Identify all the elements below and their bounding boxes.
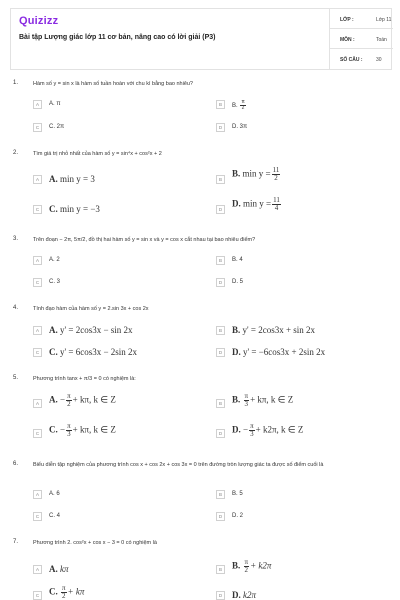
option-prefix: C. (49, 347, 58, 357)
question-number: 6. (13, 461, 19, 467)
option-letter-box: D (216, 348, 225, 357)
option-letter-box: D (216, 123, 225, 132)
option-prefix: B. (232, 394, 241, 405)
question-number: 2. (13, 150, 19, 156)
fraction: $\frac{\pi}{3}$ (67, 422, 71, 438)
document-title: Bài tập Lượng giác lớp 11 cơ bản, nâng cao có lời giải (P3) (19, 34, 216, 41)
option-value: min y = −3 (60, 204, 100, 214)
meta-row-count (330, 49, 393, 69)
option-letter-box: A (33, 326, 42, 335)
option-value: y' = 2cos3x − sin 2x (60, 325, 133, 335)
option-value: A. 2 (49, 257, 60, 263)
option-letter-box: A (33, 490, 42, 499)
option-value: D. 2 (232, 513, 244, 519)
option-letter-box: B (216, 175, 225, 184)
option-value: D. 5 (232, 279, 244, 285)
option-value: min y = 3 (60, 174, 95, 184)
meta-value: Lớp 11 (376, 17, 392, 23)
meta-value: 30 (376, 57, 382, 63)
fraction: $\frac{\pi}{2}$ (241, 99, 245, 111)
option-value: B. 4 (232, 257, 243, 263)
option-letter-box: A (33, 399, 42, 408)
option-prefix: B. (232, 325, 241, 335)
meta-label: MÔN : (340, 37, 355, 43)
fraction: $\frac{\pi}{2}$ (62, 584, 66, 600)
option-value: min y = (243, 198, 272, 209)
option-prefix: A. (49, 325, 58, 335)
option-letter-box: B (216, 490, 225, 499)
option-prefix: B. (232, 103, 238, 110)
question-number: 1. (13, 80, 19, 86)
question-text: Phương trình 2. cos²x + cos x − 3 = 0 có nghiệm là (33, 540, 157, 546)
meta-table (329, 9, 392, 69)
option-letter-box: A (33, 175, 42, 184)
question-number: 4. (13, 305, 19, 311)
option-prefix: A. (49, 394, 58, 405)
meta-row-class (330, 9, 393, 29)
meta-label: SỐ CÂU : (340, 57, 363, 63)
option-value: C. 3 (49, 279, 61, 285)
option-value: + kπ, k ∈ Z (72, 424, 116, 435)
option-value: 3π (239, 124, 248, 130)
option-letter-box: B (216, 399, 225, 408)
option-letter-box: C (33, 591, 42, 600)
option-prefix: C. (49, 586, 58, 597)
option-letter-box: D (216, 591, 225, 600)
option-letter-box: B (216, 565, 225, 574)
option-value: A. 6 (49, 491, 60, 497)
option-letter-box: C (33, 348, 42, 357)
option-letter-box: B (216, 256, 225, 265)
fraction: $\frac{11}{4}$ (273, 196, 280, 212)
option-prefix: A. (49, 101, 55, 107)
option-prefix: D. (232, 198, 241, 209)
option-letter-box: B (216, 100, 225, 109)
option-value: π (56, 101, 61, 107)
question-number: 3. (13, 236, 19, 242)
option-value: + k2π, k ∈ Z (255, 424, 304, 435)
fraction: $\frac{\pi}{2}$ (244, 558, 249, 574)
option-prefix: D. (232, 347, 241, 357)
option-letter-box: C (33, 278, 42, 287)
option-letter-box: A (33, 565, 42, 574)
option-value: y' = 2cos3x + sin 2x (242, 325, 316, 335)
option-value: y' = 6cos3x − 2sin 2x (60, 347, 138, 357)
option-prefix: A. (49, 174, 58, 184)
option-prefix: A. (49, 564, 58, 574)
question-text: Hàm số y = sin x là hàm số tuần hoàn với chu kì bằng bao nhiêu? (33, 81, 193, 87)
option-letter-box: D (216, 512, 225, 521)
option-value: y' = −6cos3x + 2sin 2x (243, 347, 326, 357)
option-letter-box: A (33, 100, 42, 109)
fraction: $\frac{\pi}{3}$ (244, 392, 249, 408)
option-prefix: C. (49, 204, 58, 214)
option-letter-box: C (33, 205, 42, 214)
option-prefix: B. (232, 560, 241, 571)
option-letter-box: B (216, 326, 225, 335)
option-value: B. 5 (232, 491, 243, 497)
meta-label: LỚP : (340, 17, 354, 23)
meta-row-subject (330, 29, 393, 49)
option-value: 2π (56, 124, 65, 130)
option-value: k2π (243, 590, 257, 600)
question-number: 5. (13, 375, 19, 381)
question-text: Phương trình tanx + π/3 = 0 có nghiệm là: (33, 376, 136, 382)
option-letter-box: A (33, 256, 42, 265)
fraction: $\frac{\pi}{3}$ (250, 422, 254, 438)
option-prefix: C. (49, 424, 58, 435)
option-prefix: D. (232, 424, 241, 435)
option-letter-box: D (216, 429, 225, 438)
document-header (10, 8, 392, 70)
option-value: C. 4 (49, 513, 61, 519)
option-value: + kπ, k ∈ Z (72, 394, 116, 405)
option-value: + k2π (250, 560, 272, 571)
option-prefix: D. (232, 124, 238, 130)
option-prefix: D. (232, 590, 241, 600)
option-prefix: C. (49, 124, 55, 130)
option-value: + kπ, k ∈ Z (250, 394, 294, 405)
question-text: Tìm giá trị nhỏ nhất của hàm số y = sin⁴x + cos²x + 2 (33, 151, 162, 157)
option-value: min y = (242, 168, 271, 179)
option-letter-box: D (216, 205, 225, 214)
option-prefix: B. (232, 168, 241, 179)
option-letter-box: C (33, 429, 42, 438)
question-text: Tính đạo hàm của hàm số y = 2.sin 3x + cos 2x (33, 306, 149, 312)
option-letter-box: D (216, 278, 225, 287)
question-number: 7. (13, 539, 19, 545)
option-letter-box: C (33, 123, 42, 132)
option-value: kπ (60, 564, 69, 574)
option-letter-box: C (33, 512, 42, 521)
quizizz-logo: Quizizz (19, 15, 59, 27)
fraction: $\frac{11}{2}$ (272, 166, 280, 182)
fraction: $\frac{\pi}{2}$ (67, 392, 71, 408)
meta-value: Toán (376, 37, 387, 43)
option-value: + kπ (67, 586, 85, 597)
question-text: Biểu diễn tập nghiệm của phương trình cos x + cos 2x + cos 3x = 0 trên đường tròn lượng giác ta được số điểm cuối là (33, 462, 324, 468)
question-text: Trên đoạn − 2π, 5π/2, đồ thị hai hàm số y = sin x và y = cos x cắt nhau tại bao nhiêu điểm? (33, 237, 256, 243)
